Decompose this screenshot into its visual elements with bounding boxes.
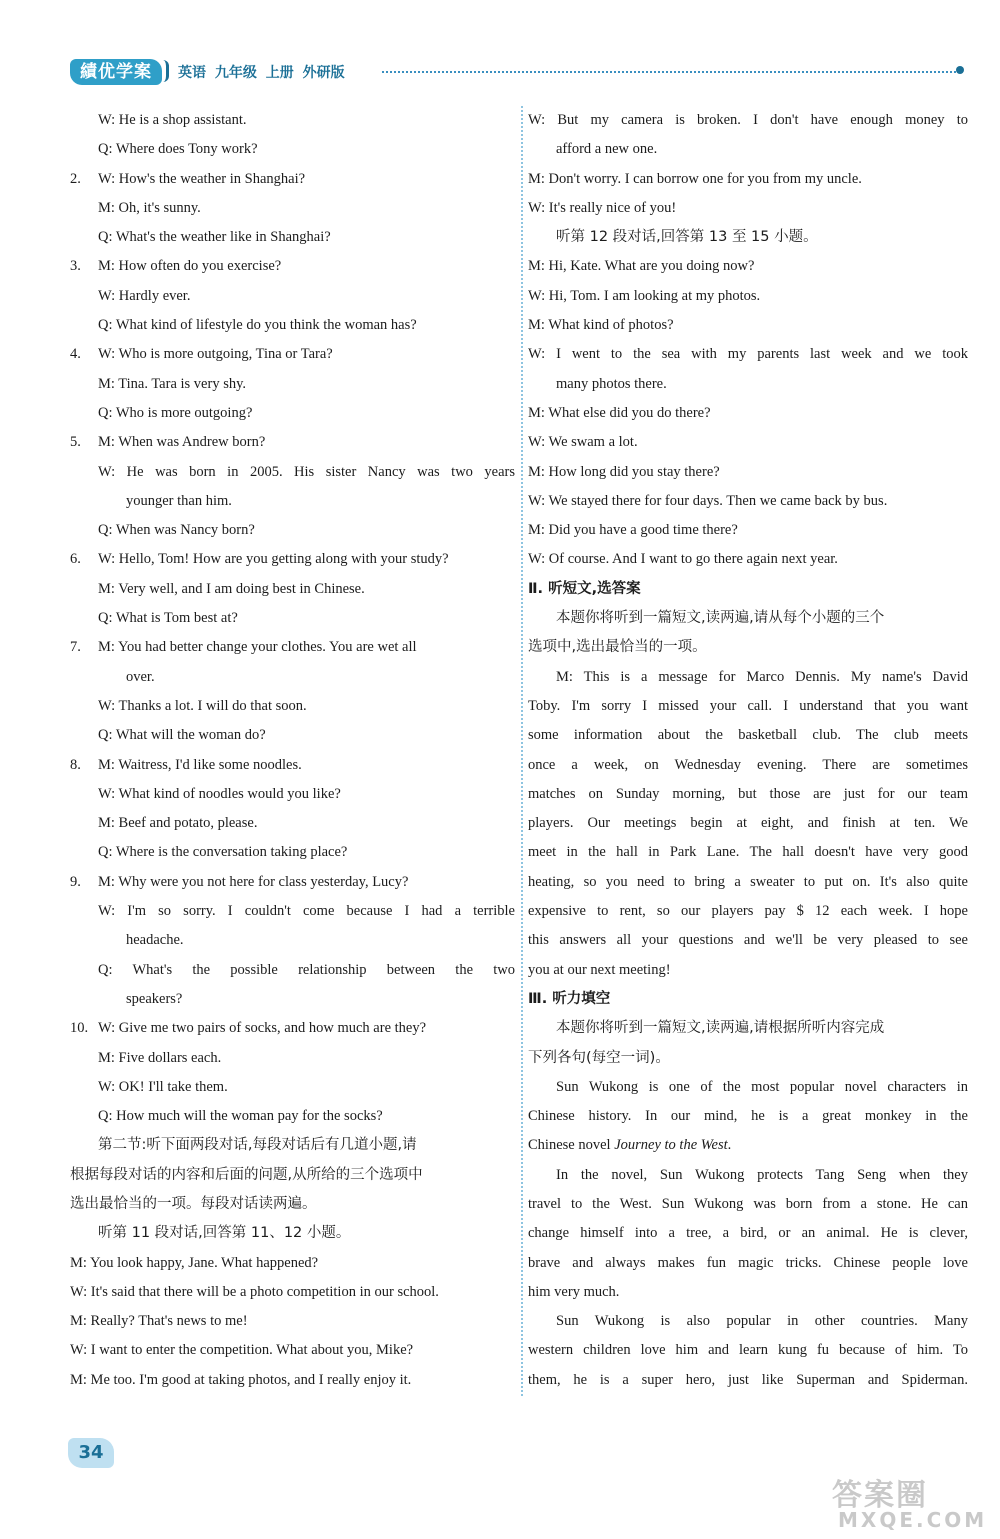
passage-line: brave and always makes fun magic tricks. Chinese people love <box>528 1254 968 1271</box>
question-line: speakers? <box>126 990 183 1007</box>
section-instruction: 选出最恰当的一项。每段对话读两遍。 <box>70 1195 317 1212</box>
script-line: W: Thanks a lot. I will do that soon. <box>98 697 307 714</box>
script-line: W: We swam a lot. <box>528 434 638 451</box>
passage-line: change himself into a tree, a bird, or an animal. He is clever, <box>528 1225 968 1242</box>
question-line: Q: Where is the conversation taking place? <box>98 844 348 861</box>
script-line: W: OK! I'll take them. <box>98 1078 228 1095</box>
item-number: 9. <box>70 873 81 890</box>
question-line: Q: Where does Tony work? <box>98 141 258 158</box>
passage-line: you at our next meeting! <box>528 961 671 978</box>
script-line: W: I'm so sorry. I couldn't come because I had a terrible <box>98 903 515 920</box>
passage-line: Toby. I'm sorry I missed your call. I understand that you want <box>528 697 968 714</box>
question-line: Q: When was Nancy born? <box>98 522 255 539</box>
section-instruction: 下列各句(每空一词)。 <box>528 1049 670 1066</box>
item-number: 5. <box>70 434 81 451</box>
watermark-url: MXQE.COM <box>838 1508 988 1532</box>
section-instruction: 第二节:听下面两段对话,每段对话后有几道小题,请 <box>98 1137 417 1154</box>
passage-line: M: This is a message for Marco Dennis. My name's David <box>556 668 968 685</box>
script-line: 5. M: When was Andrew born? <box>70 428 515 457</box>
passage-line: heating, so you need to bring a sweater to put on. It's also quite <box>528 873 968 890</box>
script-line: W: I went to the sea with my parents last week and we took <box>528 346 968 363</box>
question-line: Q: What will the woman do? <box>98 727 266 744</box>
page-number: 34 <box>68 1438 114 1468</box>
script-line: W: It's really nice of you! <box>528 199 677 216</box>
script-line: afford a new one. <box>556 141 658 158</box>
script-line: W: He is a shop assistant. <box>98 112 247 128</box>
section-instruction: 本题你将听到一篇短文,读两遍,请从每个小题的三个 <box>556 610 885 627</box>
script-line: W: Of course. And I want to go there again next year. <box>528 551 838 568</box>
script-line: M: Tina. Tara is very shy. <box>98 375 247 392</box>
item-number: 8. <box>70 756 81 773</box>
script-line: W: We stayed there for four days. Then we came back by bus. <box>528 492 888 509</box>
script-line: 9. M: Why were you not here for class yesterday, Lucy? <box>70 868 515 897</box>
item-number: 3. <box>70 258 81 275</box>
passage-line: Sun Wukong is also popular in other countries. Many <box>556 1313 968 1330</box>
question-line: Q: What's the possible relationship between the two <box>98 961 515 978</box>
logo-bracket-decoration <box>160 60 169 82</box>
passage-line: them, he is a super hero, just like Superman and Spiderman. <box>528 1371 968 1388</box>
question-line: Q: What's the weather like in Shanghai? <box>98 229 331 246</box>
question-line: Q: What is Tom best at? <box>98 610 238 627</box>
dialogue-instruction: 听第 11 段对话,回答第 11、12 小题。 <box>98 1225 351 1242</box>
header-rule-end-dot <box>956 66 964 74</box>
script-line: M: Really? That's news to me! <box>70 1313 248 1330</box>
item-number: 10. <box>70 1020 89 1037</box>
passage-line: Sun Wukong is one of the most popular novel characters in <box>556 1078 968 1095</box>
question-line: Q: What kind of lifestyle do you think the woman has? <box>98 317 417 334</box>
passage-line: once a week, on Wednesday evening. There are sometimes <box>528 756 968 773</box>
script-line: M: Me too. I'm good at taking photos, and I really enjoy it. <box>70 1371 412 1388</box>
script-line: M: Hi, Kate. What are you doing now? <box>528 258 755 275</box>
passage-line: meet in the hall in Park Lane. The hall doesn't have very good <box>528 844 968 861</box>
script-line: M: What kind of photos? <box>528 317 674 334</box>
item-number: 4. <box>70 346 81 363</box>
script-line: M: Beef and potato, please. <box>98 815 258 832</box>
passage-line: western children love him and learn kung fu because of him. To <box>528 1342 968 1359</box>
script-line: M: Five dollars each. <box>98 1049 222 1066</box>
script-line: W: But my camera is broken. I don't have enough money to <box>528 112 968 128</box>
watermark <box>832 1470 988 1532</box>
section-heading: Ⅲ. 听力填空 <box>528 990 611 1007</box>
script-line: 4. W: Who is more outgoing, Tina or Tara? <box>70 340 515 369</box>
passage-line: travel to the West. Sun Wukong was born from a stone. He can <box>528 1195 968 1212</box>
script-line: 2. W: How's the weather in Shanghai? <box>70 165 515 194</box>
question-line: Q: Who is more outgoing? <box>98 404 253 421</box>
script-line: M: Don't worry. I can borrow one for you from my uncle. <box>528 170 862 187</box>
script-line: 10. W: Give me two pairs of socks, and how much are they? <box>70 1014 515 1043</box>
script-line: W: I want to enter the competition. What about you, Mike? <box>70 1342 414 1359</box>
script-line: over. <box>126 668 155 685</box>
script-line: W: Hi, Tom. I am looking at my photos. <box>528 287 761 304</box>
script-line: W: He was born in 2005. His sister Nancy was two years <box>98 463 515 480</box>
header-dotted-rule <box>382 71 960 73</box>
script-line: headache. <box>126 932 184 949</box>
section-instruction: 根据每段对话的内容和后面的问题,从所给的三个选项中 <box>70 1166 423 1183</box>
item-number: 2. <box>70 170 81 187</box>
script-line: many photos there. <box>556 375 667 392</box>
script-line: M: Did you have a good time there? <box>528 522 738 539</box>
script-line: younger than him. <box>126 492 232 509</box>
passage-line: Chinese novel Journey to the West. <box>528 1137 732 1154</box>
question-line: Q: How much will the woman pay for the socks? <box>98 1108 383 1125</box>
passage-line: In the novel, Sun Wukong protects Tang Seng when they <box>556 1166 968 1183</box>
passage-line: players. Our meetings begin at eight, and finish at ten. We <box>528 815 968 832</box>
dialogue-instruction: 听第 12 段对话,回答第 13 至 15 小题。 <box>556 229 818 246</box>
section-instruction: 选项中,选出最恰当的一项。 <box>528 639 707 656</box>
page-header <box>70 58 970 86</box>
script-line: W: It's said that there will be a photo competition in our school. <box>70 1283 439 1300</box>
script-line: 8. M: Waitress, I'd like some noodles. <box>70 751 515 780</box>
left-column <box>70 106 515 1395</box>
script-line: 3. M: How often do you exercise? <box>70 252 515 281</box>
watermark-text: 答案圈 <box>832 1478 928 1513</box>
script-line: M: How long did you stay there? <box>528 463 720 480</box>
passage-line: some information about the basketball club. The club meets <box>528 727 968 744</box>
passage-line: Chinese history. In our mind, he is a great monkey in the <box>528 1108 968 1125</box>
section-instruction: 本题你将听到一篇短文,读两遍,请根据所听内容完成 <box>556 1020 885 1037</box>
book-subtitle: 英语 九年级 上册 外研版 <box>178 65 345 81</box>
item-number: 6. <box>70 551 81 568</box>
novel-title: Journey to the West <box>614 1137 728 1154</box>
passage-line: this answers all your questions and we'll be very pleased to see <box>528 932 968 949</box>
script-line: 6. W: Hello, Tom! How are you getting along with your study? <box>70 545 515 574</box>
item-number: 7. <box>70 639 81 656</box>
passage-line: expensive to rent, so our players pay $ 12 each week. I hope <box>528 903 968 920</box>
script-line: W: What kind of noodles would you like? <box>98 785 341 802</box>
script-line: M: Very well, and I am doing best in Chinese. <box>98 580 365 597</box>
script-line: W: Hardly ever. <box>98 287 191 304</box>
script-line: M: What else did you do there? <box>528 404 711 421</box>
script-line: M: You look happy, Jane. What happened? <box>70 1254 319 1271</box>
script-line: 7. M: You had better change your clothes. You are wet all <box>70 633 515 662</box>
passage-line: him very much. <box>528 1283 620 1300</box>
passage-line: matches on Sunday morning, but those are just for our team <box>528 785 968 802</box>
right-column <box>528 106 968 1395</box>
brand-logo: 績优学案 <box>70 59 162 85</box>
script-line: M: Oh, it's sunny. <box>98 199 201 216</box>
column-divider <box>521 106 523 1396</box>
section-heading: Ⅱ. 听短文,选答案 <box>528 580 641 597</box>
